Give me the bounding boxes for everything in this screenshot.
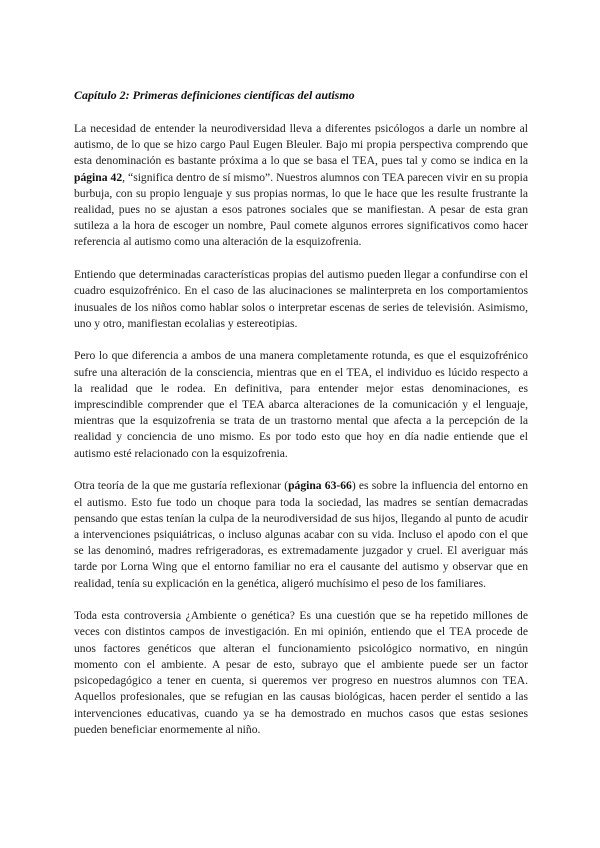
- paragraph-4-text-b: ) es sobre la influencia del entorno en el autismo. Esto fue todo un choque para toda la sociedad, las madres se sentían demacradas pensando que estas tenían la culpa de la neurodiversidad de sus hijos, llegando al punto de acudir a intervenciones psiquiátricas, o incluso algunas acabar con su vida. Incluso el apodo con el que se las denominó, madres refrigeradoras, es extremadamente juzgador y cruel. El averiguar más tarde por Lorna Wing que el entorno familiar no era el causante del autismo y observar que en realidad, tenía su explicación en la genética, aligeró muchísimo el peso de los familiares.: [74, 479, 528, 590]
- paragraph-4-text-a: Otra teoría de la que me gustaría reflexionar (: [74, 479, 289, 493]
- paragraph-5: Toda esta controversia ¿Ambiente o genética? Es una cuestión que se ha repetido millones de veces con distintos campos de investigación. En mi opinión, entiendo que el TEA procede de unos factores genéticos que alteran el funcionamiento psicológico normativo, en ningún momento con el ambiente. A pesar de esto, subrayo que el ambiente puede ser un factor psicopedagógico a tener en cuenta, si queremos ver progreso en nuestros alumnos con TEA. Aquellos profesionales, que se refugian en las causas biológicas, hacen perder el sentido a las intervenciones educativas, cuando ya se ha demostrado en muchos casos que estas sesiones pueden beneficiar enormemente al niño.: [74, 609, 528, 736]
- page-reference-63-66: página 63-66: [288, 479, 352, 493]
- page-reference-42: página 42: [74, 170, 123, 184]
- document-page: [74, 87, 528, 754]
- paragraph-1: [74, 121, 528, 251]
- paragraph-2: Entiendo que determinadas características propias del autismo pueden llegar a confundirse con el cuadro esquizofrénico. En el caso de las alucinaciones se malinterpreta en los comportamientos inusuales de los niños como hablar solos o interpretar escenas de series de televisión. Asimismo, uno y otro, manifiestan ecolalias y estereotipias.: [74, 268, 528, 330]
- paragraph-3: Pero lo que diferencia a ambos de una manera completamente rotunda, es que el esquizofrénico sufre una alteración de la consciencia, mientras que en el TEA, el individuo es lúcido respecto a la realidad que le rodea. En definitiva, para entender mejor estas denominaciones, es imprescindible comprender que el TEA abarca alteraciones de la comunicación y el lenguaje, mientras que la esquizofrenia se trata de un trastorno mental que afecta a la percepción de la realidad y conciencia de uno mismo. Es por todo esto que hoy en día nadie entiende que el autismo esté relacionado con la esquizofrenia.: [74, 349, 528, 460]
- paragraph-4: [74, 478, 528, 591]
- paragraph-1-text-a: La necesidad de entender la neurodiversidad lleva a diferentes psicólogos a darle un nombre al autismo, de lo que se hizo cargo Paul Eugen Bleuler. Bajo mi propia perspectiva comprendo que esta denominación es bastante próxima a lo que se basa el TEA, pues tal y como se indica en la: [74, 122, 528, 168]
- chapter-title: Capítulo 2: Primeras definiciones científicas del autismo: [74, 88, 355, 102]
- paragraph-1-text-b: , “significa dentro de sí mismo”. Nuestros alumnos con TEA parecen vivir en su propia burbuja, con su propio lenguaje y sus propias normas, lo que le hace que les resulte frustrante la realidad, pues no se ajustan a esos patrones sociales que se manifiestan. A pesar de esta gran sutileza a la hora de escoger un nombre, Paul comete algunos errores significativos como hacer referencia al autismo como una alteración de la esquizofrenia.: [74, 170, 529, 249]
